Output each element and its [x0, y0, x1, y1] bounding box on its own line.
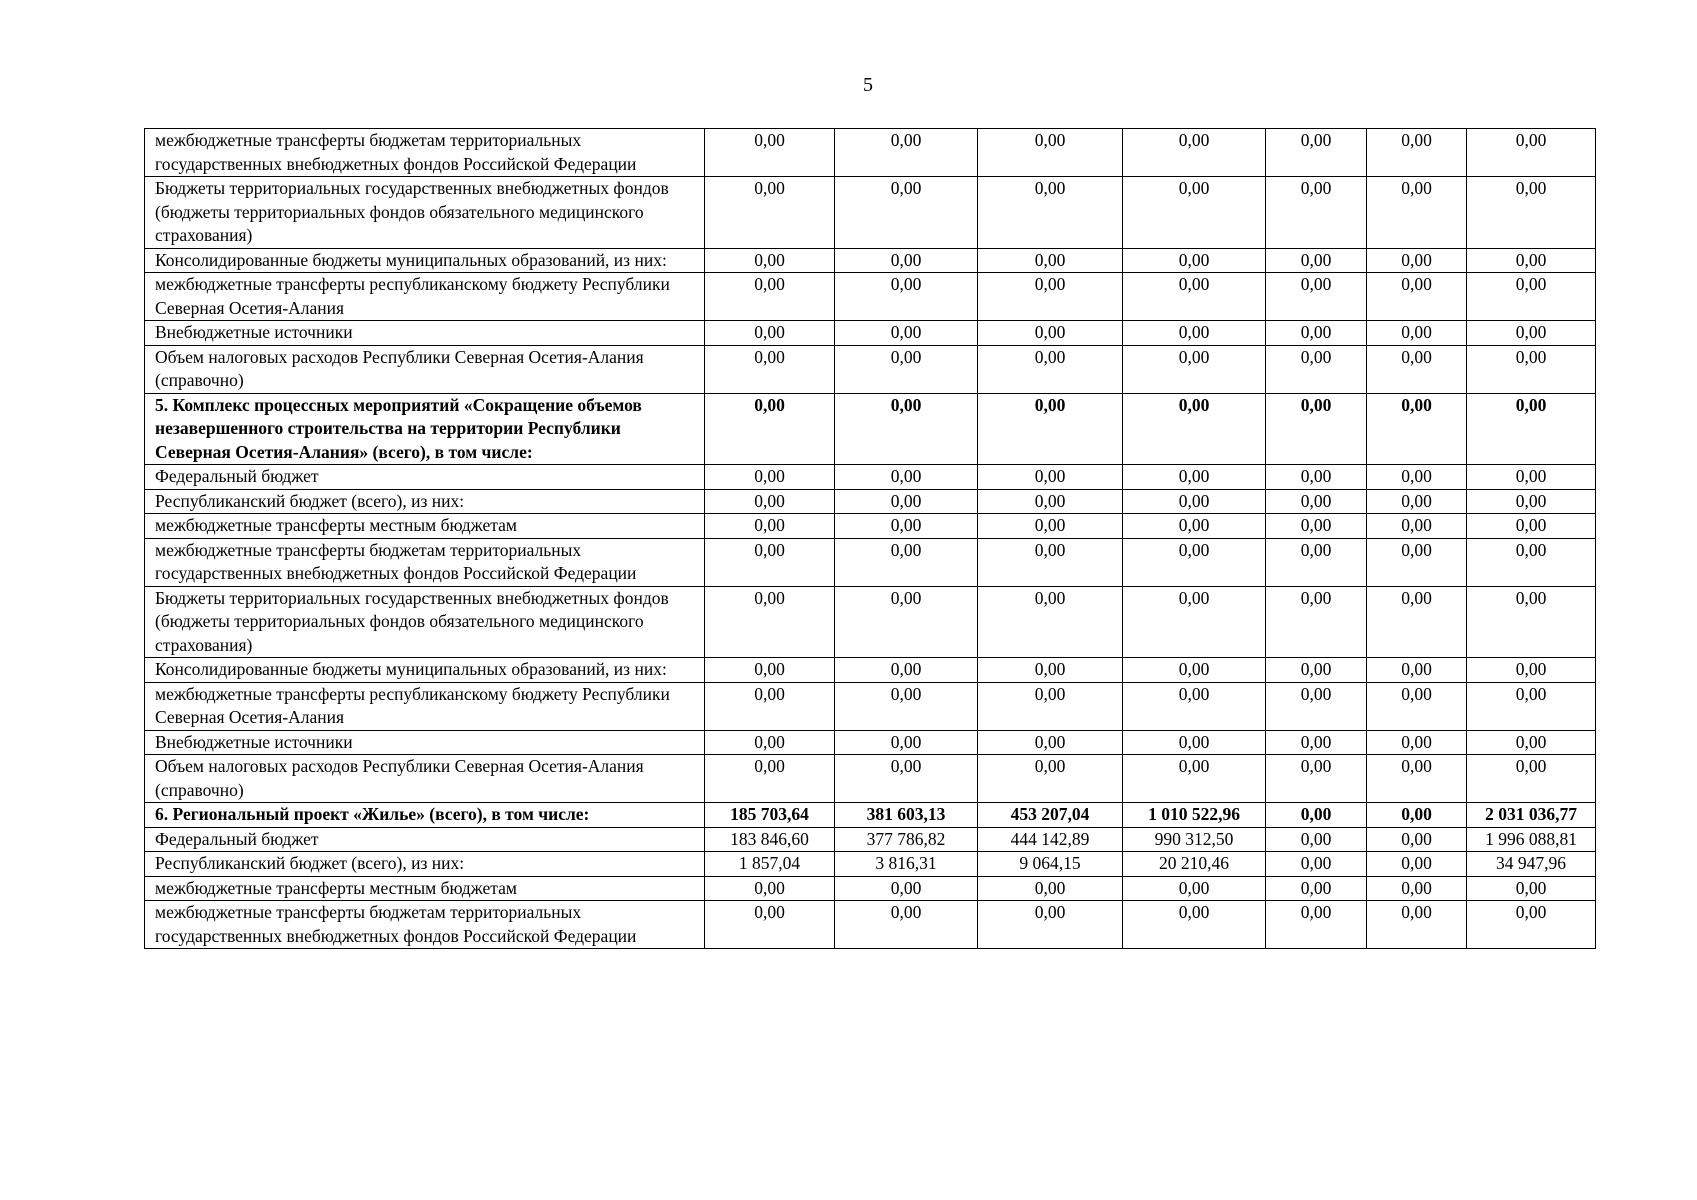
row-label: 5. Комплекс процессных мероприятий «Сокращение объемов незавершенного строительства на территории Республики Северная Осетия-Алания» (всего), в том числе:: [145, 393, 705, 465]
table-row: [145, 682, 1596, 730]
value-cell: 0,00: [1467, 393, 1596, 465]
value-cell: 0,00: [1266, 803, 1367, 828]
value-cell: 377 786,82: [835, 827, 978, 852]
value-cell: 0,00: [705, 129, 835, 177]
value-cell: 0,00: [835, 876, 978, 901]
value-cell: 0,00: [978, 273, 1123, 321]
value-cell: 0,00: [1266, 393, 1367, 465]
value-cell: 0,00: [835, 755, 978, 803]
value-cell: 0,00: [1266, 129, 1367, 177]
value-cell: 0,00: [978, 248, 1123, 273]
value-cell: 0,00: [1266, 273, 1367, 321]
table-row: [145, 393, 1596, 465]
value-cell: 185 703,64: [705, 803, 835, 828]
value-cell: 3 816,31: [835, 852, 978, 877]
value-cell: 0,00: [1123, 177, 1266, 249]
value-cell: 0,00: [835, 345, 978, 393]
value-cell: 0,00: [1467, 177, 1596, 249]
value-cell: 0,00: [1266, 177, 1367, 249]
value-cell: 0,00: [705, 345, 835, 393]
value-cell: 0,00: [978, 755, 1123, 803]
table-row: [145, 901, 1596, 949]
table-row: [145, 248, 1596, 273]
value-cell: 0,00: [1367, 852, 1467, 877]
row-label: межбюджетные трансферты местным бюджетам: [145, 514, 705, 539]
value-cell: 0,00: [978, 177, 1123, 249]
value-cell: 0,00: [1266, 730, 1367, 755]
value-cell: 0,00: [1266, 345, 1367, 393]
table-row: [145, 730, 1596, 755]
value-cell: 0,00: [1367, 393, 1467, 465]
value-cell: 0,00: [1367, 876, 1467, 901]
value-cell: 0,00: [1123, 538, 1266, 586]
value-cell: 0,00: [705, 489, 835, 514]
value-cell: 0,00: [978, 393, 1123, 465]
value-cell: 0,00: [978, 345, 1123, 393]
value-cell: 0,00: [1123, 465, 1266, 490]
value-cell: 0,00: [705, 273, 835, 321]
row-label: 6. Региональный проект «Жилье» (всего), в том числе:: [145, 803, 705, 828]
value-cell: 0,00: [1467, 273, 1596, 321]
value-cell: 0,00: [978, 321, 1123, 346]
row-label: межбюджетные трансферты республиканскому бюджету Республики Северная Осетия-Алания: [145, 682, 705, 730]
value-cell: 0,00: [835, 514, 978, 539]
value-cell: 0,00: [1367, 465, 1467, 490]
value-cell: 0,00: [1367, 730, 1467, 755]
value-cell: 0,00: [705, 538, 835, 586]
value-cell: 0,00: [1367, 803, 1467, 828]
row-label: Республиканский бюджет (всего), из них:: [145, 852, 705, 877]
table-row: [145, 321, 1596, 346]
value-cell: 0,00: [705, 586, 835, 658]
row-label: Внебюджетные источники: [145, 730, 705, 755]
value-cell: 0,00: [1266, 586, 1367, 658]
value-cell: 0,00: [1123, 876, 1266, 901]
value-cell: 0,00: [705, 730, 835, 755]
value-cell: 0,00: [835, 538, 978, 586]
table-row: [145, 177, 1596, 249]
value-cell: 453 207,04: [978, 803, 1123, 828]
value-cell: 0,00: [1467, 755, 1596, 803]
value-cell: 0,00: [835, 489, 978, 514]
value-cell: 0,00: [1266, 489, 1367, 514]
value-cell: 0,00: [1367, 489, 1467, 514]
value-cell: 0,00: [1467, 129, 1596, 177]
value-cell: 0,00: [1367, 586, 1467, 658]
row-label: Бюджеты территориальных государственных внебюджетных фондов (бюджеты территориальных фондов обязательного медицинского страхования): [145, 177, 705, 249]
table-row: [145, 876, 1596, 901]
page-number: 5: [863, 74, 873, 96]
value-cell: 381 603,13: [835, 803, 978, 828]
value-cell: 1 857,04: [705, 852, 835, 877]
value-cell: 0,00: [705, 248, 835, 273]
value-cell: 0,00: [1266, 827, 1367, 852]
value-cell: 0,00: [1367, 682, 1467, 730]
value-cell: 0,00: [835, 682, 978, 730]
value-cell: 9 064,15: [978, 852, 1123, 877]
value-cell: 0,00: [1123, 682, 1266, 730]
table-row: [145, 755, 1596, 803]
value-cell: 0,00: [835, 901, 978, 949]
value-cell: 0,00: [835, 730, 978, 755]
value-cell: 0,00: [1467, 586, 1596, 658]
value-cell: 0,00: [1123, 755, 1266, 803]
value-cell: 0,00: [705, 321, 835, 346]
value-cell: 990 312,50: [1123, 827, 1266, 852]
value-cell: 444 142,89: [978, 827, 1123, 852]
value-cell: 0,00: [1266, 852, 1367, 877]
value-cell: 0,00: [1367, 248, 1467, 273]
table-row: [145, 586, 1596, 658]
value-cell: 0,00: [1367, 901, 1467, 949]
table-row: [145, 852, 1596, 877]
value-cell: 0,00: [1123, 901, 1266, 949]
value-cell: 0,00: [1266, 465, 1367, 490]
row-label: Республиканский бюджет (всего), из них:: [145, 489, 705, 514]
value-cell: 0,00: [705, 901, 835, 949]
value-cell: 0,00: [1467, 730, 1596, 755]
row-label: межбюджетные трансферты местным бюджетам: [145, 876, 705, 901]
value-cell: 0,00: [1367, 514, 1467, 539]
row-label: Внебюджетные источники: [145, 321, 705, 346]
value-cell: 0,00: [1266, 321, 1367, 346]
row-label: Консолидированные бюджеты муниципальных образований, из них:: [145, 658, 705, 683]
value-cell: 0,00: [1367, 538, 1467, 586]
value-cell: 0,00: [1266, 514, 1367, 539]
value-cell: 0,00: [705, 465, 835, 490]
value-cell: 0,00: [1266, 876, 1367, 901]
value-cell: 0,00: [1123, 730, 1266, 755]
value-cell: 2 031 036,77: [1467, 803, 1596, 828]
value-cell: 0,00: [1467, 345, 1596, 393]
value-cell: 0,00: [1123, 345, 1266, 393]
value-cell: 0,00: [1467, 901, 1596, 949]
value-cell: 0,00: [978, 514, 1123, 539]
value-cell: 0,00: [705, 393, 835, 465]
value-cell: 0,00: [978, 586, 1123, 658]
table-row: [145, 514, 1596, 539]
value-cell: 0,00: [1367, 658, 1467, 683]
table-row: [145, 465, 1596, 490]
value-cell: 0,00: [1367, 129, 1467, 177]
value-cell: 0,00: [1367, 273, 1467, 321]
row-label: Федеральный бюджет: [145, 465, 705, 490]
table-row: [145, 538, 1596, 586]
value-cell: 0,00: [1467, 489, 1596, 514]
table-row: [145, 489, 1596, 514]
table-row: [145, 129, 1596, 177]
value-cell: 0,00: [1367, 827, 1467, 852]
value-cell: 0,00: [1123, 658, 1266, 683]
row-label: Федеральный бюджет: [145, 827, 705, 852]
value-cell: 0,00: [1467, 248, 1596, 273]
value-cell: 0,00: [978, 129, 1123, 177]
value-cell: 20 210,46: [1123, 852, 1266, 877]
row-label: Объем налоговых расходов Республики Северная Осетия-Алания (справочно): [145, 345, 705, 393]
value-cell: 0,00: [1266, 901, 1367, 949]
value-cell: 0,00: [1123, 586, 1266, 658]
table-row: [145, 827, 1596, 852]
value-cell: 0,00: [1266, 682, 1367, 730]
value-cell: 0,00: [1467, 465, 1596, 490]
value-cell: 0,00: [1367, 321, 1467, 346]
value-cell: 183 846,60: [705, 827, 835, 852]
value-cell: 0,00: [705, 514, 835, 539]
value-cell: 0,00: [978, 489, 1123, 514]
row-label: межбюджетные трансферты бюджетам территориальных государственных внебюджетных фондов Российской Федерации: [145, 129, 705, 177]
value-cell: 0,00: [835, 465, 978, 490]
value-cell: 0,00: [1123, 514, 1266, 539]
row-label: межбюджетные трансферты республиканскому бюджету Республики Северная Осетия-Алания: [145, 273, 705, 321]
value-cell: 0,00: [1123, 129, 1266, 177]
value-cell: 0,00: [1123, 321, 1266, 346]
value-cell: 0,00: [835, 658, 978, 683]
table-row: [145, 658, 1596, 683]
value-cell: 0,00: [1467, 876, 1596, 901]
value-cell: 0,00: [1467, 321, 1596, 346]
row-label: межбюджетные трансферты бюджетам территориальных государственных внебюджетных фондов Российской Федерации: [145, 538, 705, 586]
value-cell: 0,00: [1266, 755, 1367, 803]
value-cell: 0,00: [835, 248, 978, 273]
value-cell: 0,00: [1367, 177, 1467, 249]
value-cell: 0,00: [978, 730, 1123, 755]
value-cell: 0,00: [1467, 538, 1596, 586]
budget-table: [144, 128, 1596, 949]
value-cell: 0,00: [978, 901, 1123, 949]
table-body: [145, 129, 1596, 949]
value-cell: 0,00: [835, 393, 978, 465]
table-row: [145, 345, 1596, 393]
value-cell: 0,00: [1266, 538, 1367, 586]
value-cell: 0,00: [1123, 248, 1266, 273]
value-cell: 0,00: [978, 465, 1123, 490]
value-cell: 0,00: [978, 682, 1123, 730]
value-cell: 0,00: [978, 538, 1123, 586]
value-cell: 0,00: [705, 658, 835, 683]
value-cell: 0,00: [978, 876, 1123, 901]
value-cell: 1 010 522,96: [1123, 803, 1266, 828]
row-label: Объем налоговых расходов Республики Северная Осетия-Алания (справочно): [145, 755, 705, 803]
row-label: межбюджетные трансферты бюджетам территориальных государственных внебюджетных фондов Российской Федерации: [145, 901, 705, 949]
value-cell: 0,00: [1367, 345, 1467, 393]
value-cell: 0,00: [1123, 393, 1266, 465]
value-cell: 0,00: [835, 273, 978, 321]
value-cell: 1 996 088,81: [1467, 827, 1596, 852]
value-cell: 34 947,96: [1467, 852, 1596, 877]
value-cell: 0,00: [835, 177, 978, 249]
table-row: [145, 803, 1596, 828]
value-cell: 0,00: [835, 586, 978, 658]
value-cell: 0,00: [705, 682, 835, 730]
value-cell: 0,00: [1123, 273, 1266, 321]
table-row: [145, 273, 1596, 321]
value-cell: 0,00: [835, 129, 978, 177]
value-cell: 0,00: [705, 177, 835, 249]
value-cell: 0,00: [705, 876, 835, 901]
value-cell: 0,00: [1367, 755, 1467, 803]
value-cell: 0,00: [705, 755, 835, 803]
value-cell: 0,00: [1266, 248, 1367, 273]
value-cell: 0,00: [978, 658, 1123, 683]
row-label: Консолидированные бюджеты муниципальных образований, из них:: [145, 248, 705, 273]
row-label: Бюджеты территориальных государственных внебюджетных фондов (бюджеты территориальных фондов обязательного медицинского страхования): [145, 586, 705, 658]
value-cell: 0,00: [835, 321, 978, 346]
value-cell: 0,00: [1467, 682, 1596, 730]
value-cell: 0,00: [1467, 658, 1596, 683]
value-cell: 0,00: [1123, 489, 1266, 514]
value-cell: 0,00: [1266, 658, 1367, 683]
value-cell: 0,00: [1467, 514, 1596, 539]
